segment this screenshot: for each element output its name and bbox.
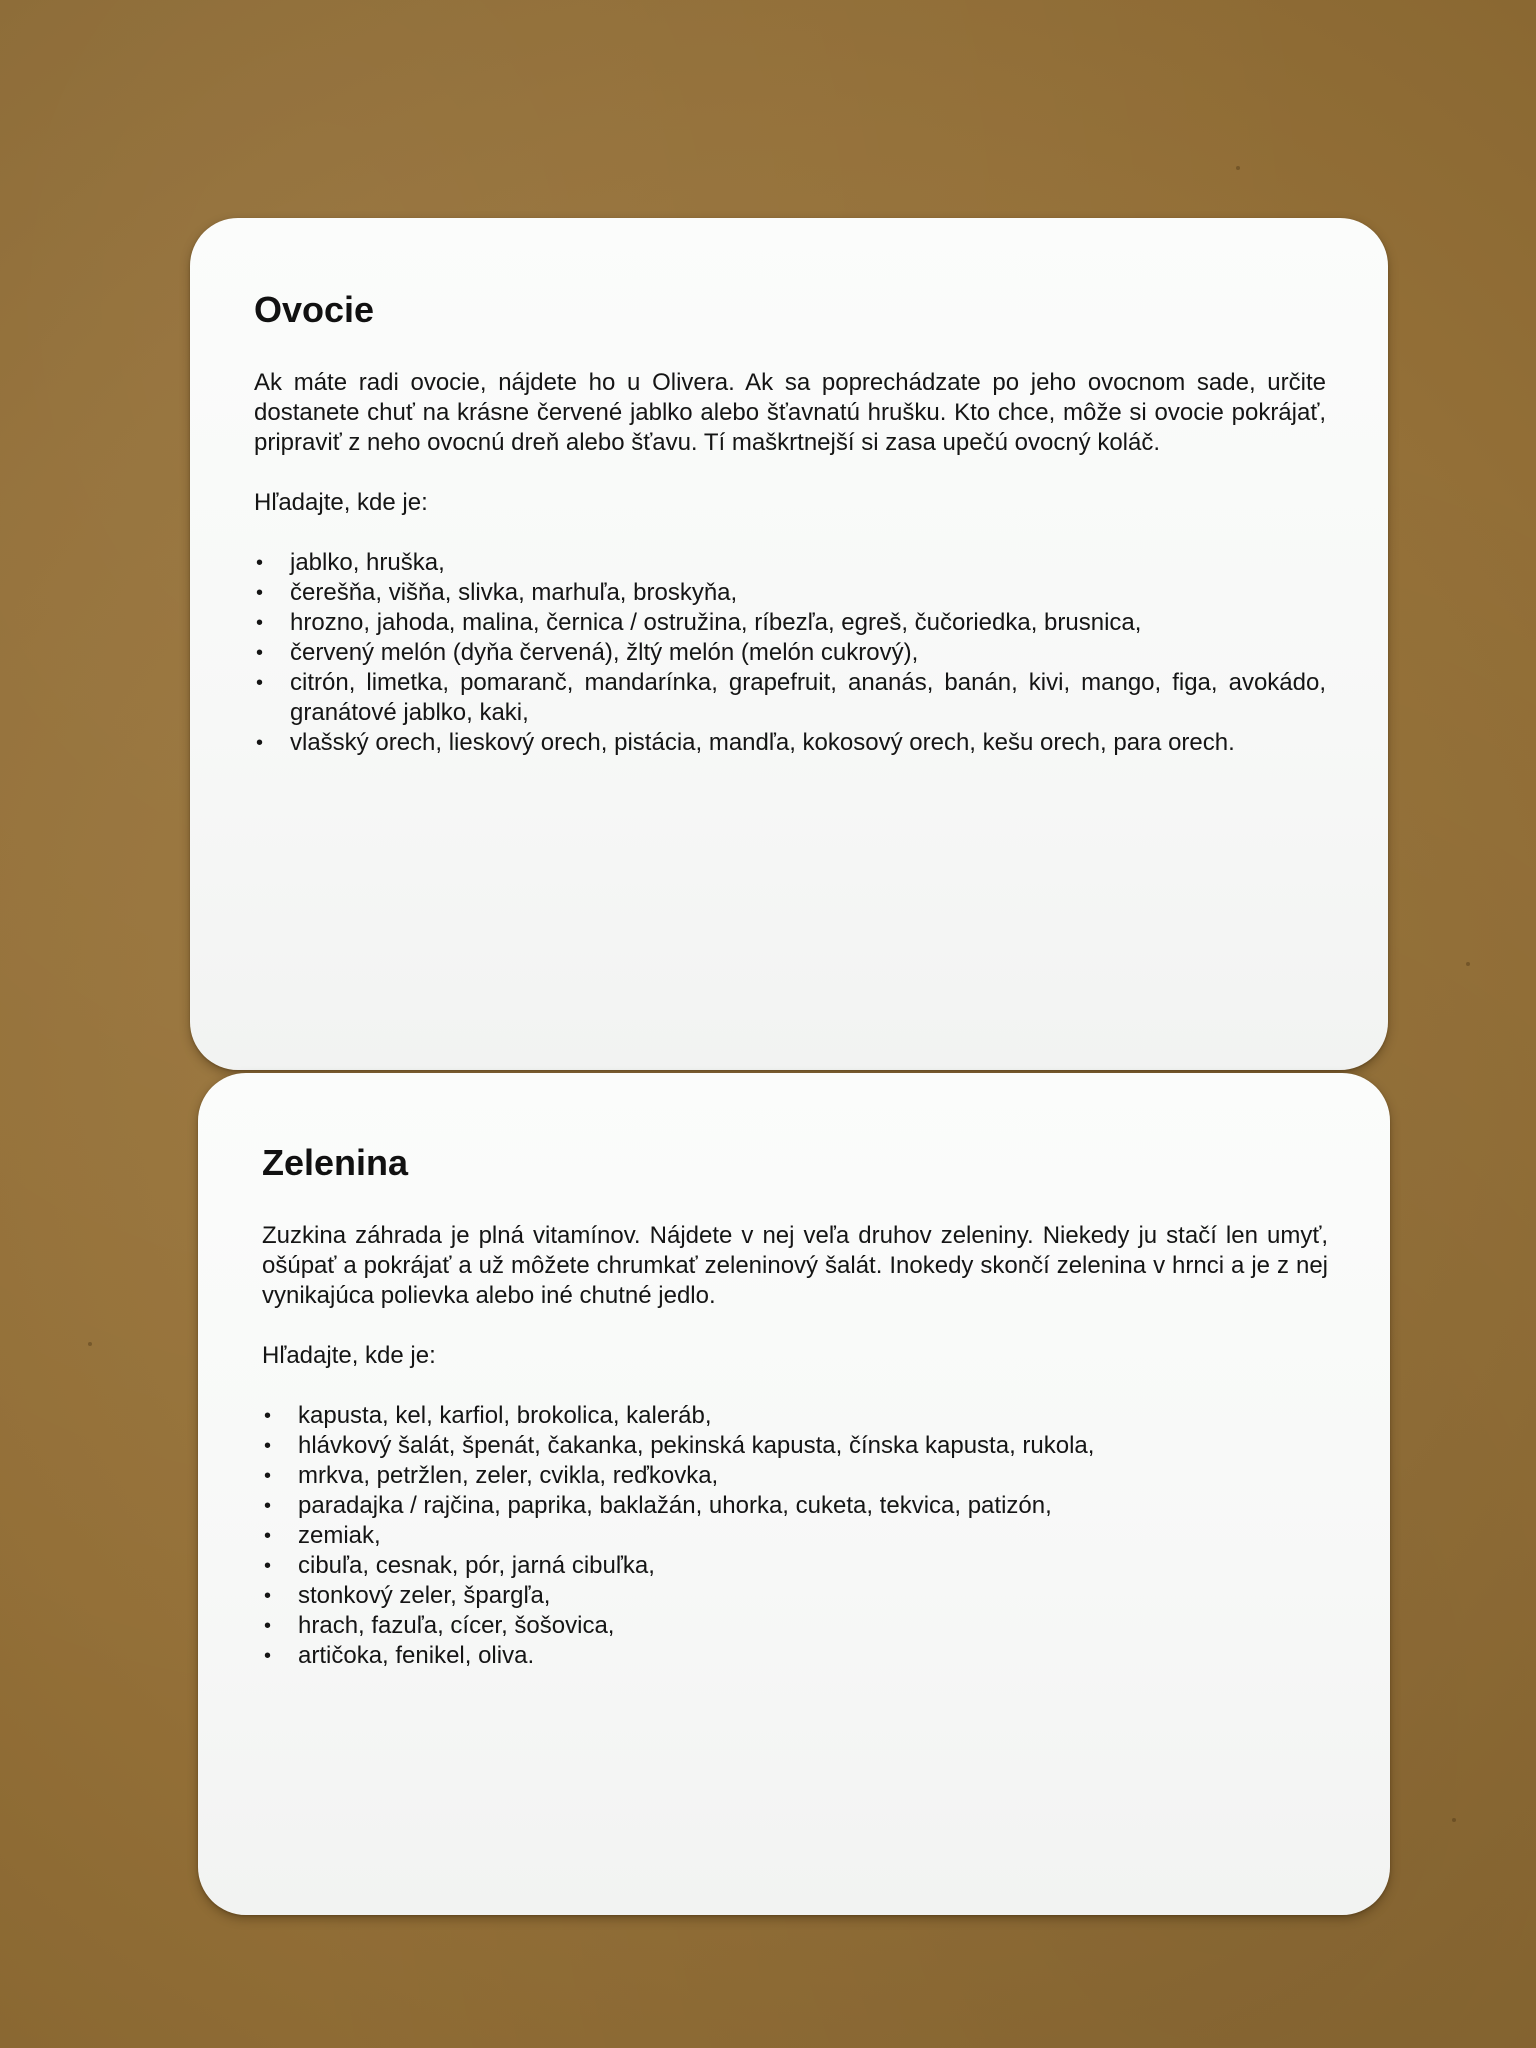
card-prompt: Hľadajte, kde je: [262, 1342, 436, 1369]
list-item: • hlávkový šalát, špenát, čakanka, pekinská kapusta, čínska kapusta, rukola, [262, 1431, 1328, 1461]
card-intro-text: Ak máte radi ovocie, nájdete ho u Olivera. Ak sa poprechádzate po jeho ovocnom sade, určite dostanete chuť na krásne červené jablko alebo šťavnatú hrušku. Kto chce, môže si ovocie pokrájať, pripraviť z neho ovocnú dreň alebo šťavu. Tí maškrtnejší si zasa upečú ovocný koláč. [254, 369, 1326, 456]
fruit-list [254, 548, 1326, 758]
card-intro-text: Zuzkina záhrada je plná vitamínov. Nájdete v nej veľa druhov zeleniny. Niekedy ju stačí len umyť, ošúpať a pokrájať a už môžete chrumkať zeleninový šalát. Inokedy skončí zelenina v hrnci a je z nej vynikajúca polievka alebo iné chutné jedlo. [262, 1222, 1328, 1309]
list-item: • zemiak, [262, 1521, 1328, 1551]
list-item: • mrkva, petržlen, zeler, cvikla, reďkovka, [262, 1461, 1328, 1491]
list-item: • stonkový zeler, špargľa, [262, 1581, 1328, 1611]
card-prompt: Hľadajte, kde je: [254, 489, 428, 516]
fruit-card [190, 218, 1388, 1070]
list-item: • čerešňa, višňa, slivka, marhuľa, broskyňa, [254, 578, 1326, 608]
card-title: Zelenina [262, 1142, 409, 1183]
list-item: • hrozno, jahoda, malina, černica / ostružina, ríbezľa, egreš, čučoriedka, brusnica, [254, 608, 1326, 638]
vegetable-list [262, 1401, 1328, 1671]
list-item: • červený melón (dyňa červená), žltý melón (melón cukrový), [254, 638, 1326, 668]
list-item: • artičoka, fenikel, oliva. [262, 1641, 1328, 1671]
list-item: • citrón, limetka, pomaranč, mandarínka, grapefruit, ananás, banán, kivi, mango, figa, avokádo, granátové jablko, kaki, [254, 668, 1326, 728]
board-speck [1466, 962, 1470, 966]
board-speck [88, 1342, 92, 1346]
list-item: • jablko, hruška, [254, 548, 1326, 578]
list-item: • vlašský orech, lieskový orech, pistácia, mandľa, kokosový orech, kešu orech, para orech. [254, 728, 1326, 758]
vegetable-card [198, 1073, 1390, 1915]
list-item: • paradajka / rajčina, paprika, baklažán, uhorka, cuketa, tekvica, patizón, [262, 1491, 1328, 1521]
board-speck [1236, 166, 1240, 170]
board-speck [1452, 1818, 1456, 1822]
list-item: • hrach, fazuľa, cícer, šošovica, [262, 1611, 1328, 1641]
list-item: • cibuľa, cesnak, pór, jarná cibuľka, [262, 1551, 1328, 1581]
card-title: Ovocie [254, 289, 375, 330]
list-item: • kapusta, kel, karfiol, brokolica, kaleráb, [262, 1401, 1328, 1431]
